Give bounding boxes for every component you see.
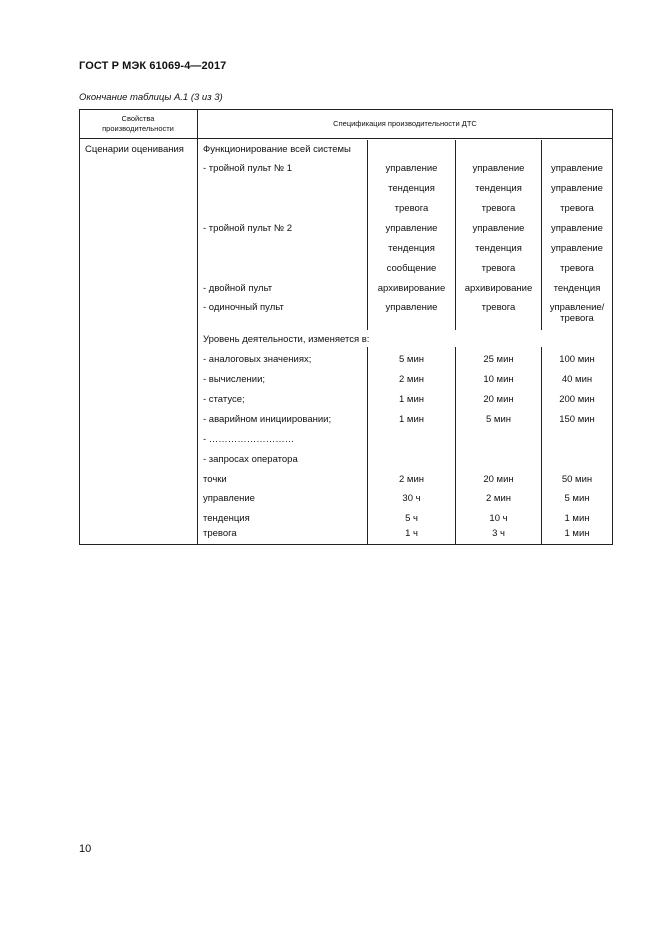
header-properties-line1: Свойства: [121, 114, 155, 123]
request-points-c3: 50 мин: [561, 474, 593, 485]
request-points-c1: 2 мин: [398, 474, 424, 485]
header-properties: [79, 114, 197, 134]
single-c3: [542, 302, 612, 324]
triple2-r3-c2: тревога: [481, 263, 516, 274]
table-border-top: [79, 109, 613, 110]
table-caption: Окончание таблицы А.1 (3 из 3): [79, 92, 223, 103]
request-alarm-label: тревога: [203, 528, 237, 539]
triple1-r2-c1: тенденция: [388, 183, 435, 194]
activity-calc-c3: 40 мин: [561, 374, 593, 385]
header-specification: Спецификация производительности ДТС: [333, 119, 477, 128]
triple1-r1-c2: управление: [472, 163, 525, 174]
activity-analog-c2: 25 мин: [483, 354, 514, 365]
request-trend-c2: 10 ч: [489, 513, 508, 524]
single-c3-line1: управление/: [549, 302, 605, 313]
triple1-r3-c2: тревога: [481, 203, 516, 214]
activity-alarm-c2: 5 мин: [485, 414, 511, 425]
triple2-r1-c2: управление: [472, 223, 525, 234]
activity-ellipsis: - ………………………: [203, 434, 295, 445]
request-points-c2: 20 мин: [483, 474, 514, 485]
page-number: 10: [79, 843, 92, 855]
single-console-label: - одиночный пульт: [203, 302, 284, 313]
activity-status-c3: 200 мин: [559, 394, 595, 405]
single-c1: управление: [385, 302, 438, 313]
section-activity-title: Уровень деятельности, изменяется в:: [203, 334, 370, 345]
dual-console-label: - двойной пульт: [203, 283, 273, 294]
triple-console-2-label: - тройной пульт № 2: [203, 223, 293, 234]
activity-calc-c1: 2 мин: [398, 374, 424, 385]
activity-status-c1: 1 мин: [398, 394, 424, 405]
activity-status-label: - статусе;: [203, 394, 245, 405]
request-alarm-c2: 3 ч: [492, 528, 505, 539]
request-control-label: управление: [203, 493, 255, 504]
dual-c1: архивирование: [377, 283, 446, 294]
activity-alarm-label: - аварийном инициировании;: [203, 414, 332, 425]
triple-console-1-label: - тройной пульт № 1: [203, 163, 293, 174]
request-trend-label: тенденция: [203, 513, 250, 524]
triple1-r2-c2: тенденция: [475, 183, 522, 194]
section-system-title: Функционирование всей системы: [203, 144, 351, 155]
triple1-r2-c3: управление: [551, 183, 603, 194]
triple1-r1-c3: управление: [551, 163, 603, 174]
table-border-bottom: [79, 544, 613, 545]
activity-status-c2: 20 мин: [483, 394, 514, 405]
dual-c3: тенденция: [553, 283, 601, 294]
performance-table: [79, 109, 613, 545]
table-border-right: [612, 109, 613, 545]
activity-analog-label: - аналоговых значениях;: [203, 354, 312, 365]
triple2-r2-c2: тенденция: [475, 243, 522, 254]
single-c3-line2: тревога: [560, 313, 594, 324]
request-control-c2: 2 мин: [485, 493, 511, 504]
triple2-r1-c3: управление: [551, 223, 603, 234]
activity-alarm-c1: 1 мин: [398, 414, 424, 425]
triple1-r3-c3: тревога: [560, 203, 594, 214]
activity-calc-c2: 10 мин: [483, 374, 514, 385]
request-control-c1: 30 ч: [402, 493, 421, 504]
request-alarm-c3: 1 мин: [564, 528, 590, 539]
header-properties-line2: производительности: [102, 124, 174, 133]
single-c2: тревога: [481, 302, 516, 313]
property-name: Сценарии оценивания: [85, 144, 184, 155]
request-alarm-c1: 1 ч: [405, 528, 418, 539]
dual-c2: архивирование: [464, 283, 533, 294]
table-border-left: [79, 109, 80, 545]
document-header: ГОСТ Р МЭК 61069-4—2017: [79, 60, 227, 72]
activity-alarm-c3: 150 мин: [559, 414, 595, 425]
operator-requests-label: - запросах оператора: [203, 454, 298, 465]
request-trend-c1: 5 ч: [405, 513, 418, 524]
request-trend-c3: 1 мин: [564, 513, 590, 524]
column-divider-1: [197, 109, 198, 545]
triple2-r2-c1: тенденция: [388, 243, 435, 254]
activity-analog-c1: 5 мин: [398, 354, 424, 365]
request-points-label: точки: [203, 474, 227, 485]
header-divider: [79, 138, 613, 139]
triple2-r1-c1: управление: [385, 223, 438, 234]
activity-calc-label: - вычислении;: [203, 374, 266, 385]
activity-analog-c3: 100 мин: [559, 354, 595, 365]
triple2-r2-c3: управление: [551, 243, 603, 254]
triple2-r3-c1: сообщение: [386, 263, 437, 274]
triple1-r3-c1: тревога: [394, 203, 429, 214]
request-control-c3: 5 мин: [564, 493, 590, 504]
triple2-r3-c3: тревога: [560, 263, 594, 274]
triple1-r1-c1: управление: [385, 163, 438, 174]
